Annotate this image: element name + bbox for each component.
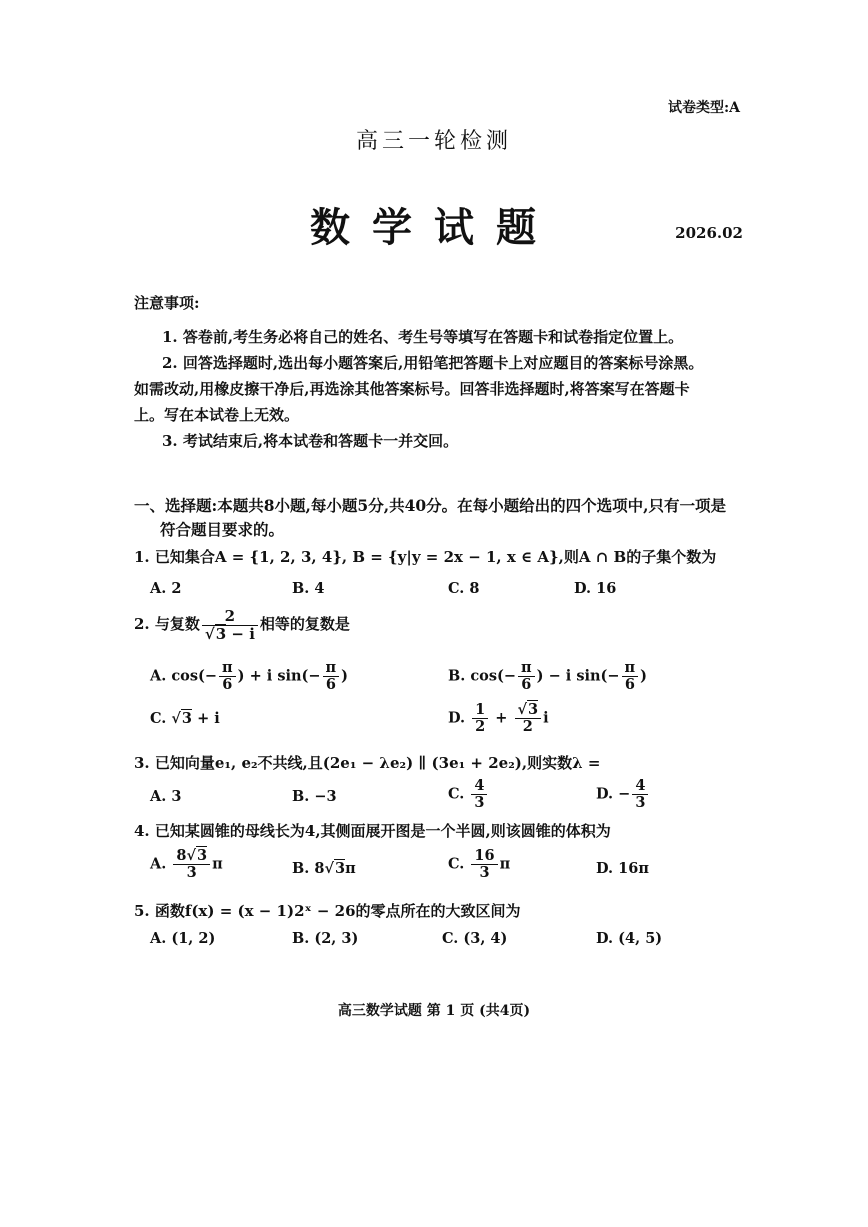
- question-3-text: 3. 已知向量e₁, e₂不共线,且(2e₁ − λe₂) ∥ (3e₁ + 2e₂),则实数λ =: [134, 754, 601, 772]
- question-1-option-c: C. 8: [448, 580, 480, 597]
- section-heading-line-2: 符合题目要求的。: [160, 520, 285, 539]
- option-d-fraction-1: [472, 702, 488, 735]
- option-a-end: π: [212, 855, 223, 873]
- option-d-fraction-2: [515, 702, 542, 735]
- option-d-plus: +: [490, 709, 513, 727]
- option-c-prefix: C.: [150, 710, 172, 727]
- question-5-option-a: A. (1, 2): [150, 930, 216, 947]
- question-5-option-b: B. (2, 3): [292, 930, 359, 947]
- option-a-prefix: A.: [150, 855, 172, 873]
- question-4-option-d: D. 16π: [596, 860, 649, 877]
- question-3-option-c: [448, 778, 489, 811]
- option-c-fraction: [471, 778, 487, 811]
- question-4-option-c: [448, 848, 510, 881]
- option-b-radicand: 3: [334, 860, 346, 877]
- question-3-option-d: [596, 778, 650, 811]
- sqrt-sign: √: [171, 710, 181, 727]
- fraction-denominator: 6: [325, 675, 336, 693]
- exam-subtitle: 高三一轮检测: [355, 129, 512, 154]
- question-2-denominator-tail: − i: [226, 624, 255, 643]
- question-1-text: 1. 已知集合A = {1, 2, 3, 4}, B = {y|y = 2x − 1, x ∈ A},则A ∩ B的子集个数为: [134, 548, 717, 566]
- option-b-middle: ) − i sin(−: [536, 667, 620, 685]
- fraction-numerator: π: [622, 660, 639, 677]
- question-4-option-b: [292, 860, 356, 877]
- sqrt-sign: √: [186, 847, 196, 864]
- note-item-2-line-1: 2. 回答选择题时,选出每小题答案后,用铅笔把答题卡上对应题目的答案标号涂黑。: [162, 354, 704, 372]
- option-b-prefix: B. 8: [292, 860, 325, 877]
- question-2-option-a: [150, 660, 348, 693]
- question-2-fraction: [202, 608, 258, 642]
- fraction-denominator: 3: [186, 863, 197, 881]
- option-c-radicand: 3: [181, 710, 193, 727]
- question-2-prefix: 2. 与复数: [134, 615, 200, 633]
- question-2-text: [134, 608, 350, 642]
- question-5-text: 5. 函数f(x) = (x − 1)2ˣ − 26的零点所在的大致区间为: [134, 902, 521, 920]
- fraction-numerator: 4: [632, 778, 648, 795]
- numerator-coefficient: 8: [176, 847, 187, 864]
- option-b-end: ): [640, 667, 648, 685]
- option-a-radicand: 3: [196, 847, 208, 864]
- option-a-fraction-1: [219, 660, 236, 693]
- note-item-2-line-3: 上。写在本试卷上无效。: [134, 406, 300, 424]
- fraction-denominator: 3: [635, 793, 646, 811]
- note-item-1: 1. 答卷前,考生务必将自己的姓名、考生号等填写在答题卡和试卷指定位置上。: [162, 328, 684, 346]
- option-a-fraction-2: [323, 660, 340, 693]
- option-d-prefix: D.: [448, 709, 471, 727]
- fraction-numerator: 1: [472, 702, 488, 719]
- fraction-denominator: 6: [222, 675, 233, 693]
- question-1-option-d: D. 16: [574, 580, 617, 597]
- question-2-radicand: 3: [215, 624, 227, 643]
- page-footer: 高三数学试题 第 1 页 (共4页): [337, 1003, 531, 1019]
- fraction-denominator: 2: [522, 717, 533, 735]
- option-c-end: + i: [192, 710, 220, 727]
- fraction-denominator: 2: [475, 717, 486, 735]
- option-c-end: π: [499, 855, 511, 873]
- question-2-option-c: [150, 710, 220, 727]
- question-2-option-b: [448, 660, 647, 693]
- sqrt-sign: √: [517, 701, 528, 718]
- fraction-numerator: π: [219, 660, 236, 677]
- option-a-prefix: A. cos(−: [150, 667, 218, 685]
- option-d-fraction: [632, 778, 648, 811]
- option-b-end: π: [345, 860, 356, 877]
- exam-title: 数学试题: [310, 204, 558, 251]
- fraction-numerator: 16: [471, 848, 497, 865]
- question-4-option-a: [150, 848, 223, 881]
- option-d-prefix: D. −: [596, 785, 631, 803]
- option-d-radicand: 3: [528, 701, 539, 718]
- question-4-text: 4. 已知某圆锥的母线长为4,其侧面展开图是一个半圆,则该圆锥的体积为: [134, 822, 611, 840]
- question-2-fraction-numerator: 2: [202, 608, 258, 626]
- fraction-numerator: [515, 702, 542, 719]
- fraction-denominator: 6: [521, 675, 532, 693]
- option-a-fraction: [173, 848, 210, 881]
- exam-date: 2026.02: [675, 224, 743, 242]
- option-a-end: ): [341, 667, 349, 685]
- option-c-prefix: C.: [448, 855, 470, 873]
- option-c-fraction: [471, 848, 497, 881]
- option-d-end: i: [543, 709, 549, 727]
- fraction-numerator: [173, 848, 210, 865]
- question-5-option-c: C. (3, 4): [442, 930, 508, 947]
- paper-type-label: 试卷类型:A: [667, 100, 740, 116]
- question-1-option-a: A. 2: [150, 580, 182, 597]
- option-b-fraction-1: [518, 660, 535, 693]
- option-b-fraction-2: [622, 660, 639, 693]
- question-3-option-a: A. 3: [150, 788, 182, 805]
- notes-heading: 注意事项:: [134, 294, 200, 312]
- fraction-numerator: π: [323, 660, 340, 677]
- sqrt-sign: √: [324, 860, 334, 877]
- fraction-denominator: 6: [624, 675, 635, 693]
- section-heading-line-1: 一、选择题:本题共8小题,每小题5分,共40分。在每小题给出的四个选项中,只有一项是: [134, 496, 727, 515]
- option-a-middle: ) + i sin(−: [237, 667, 321, 685]
- sqrt-sign: √: [204, 624, 215, 643]
- fraction-numerator: π: [518, 660, 535, 677]
- fraction-denominator: 3: [479, 863, 490, 881]
- option-c-prefix: C.: [448, 785, 470, 803]
- note-item-3: 3. 考试结束后,将本试卷和答题卡一并交回。: [162, 432, 459, 450]
- fraction-numerator: 4: [471, 778, 487, 795]
- question-3-option-b: B. −3: [292, 788, 337, 805]
- fraction-denominator: 3: [474, 793, 485, 811]
- question-1-option-b: B. 4: [292, 580, 325, 597]
- question-2-suffix: 相等的复数是: [259, 615, 350, 633]
- note-item-2-line-2: 如需改动,用橡皮擦干净后,再选涂其他答案标号。回答非选择题时,将答案写在答题卡: [134, 380, 690, 398]
- question-5-option-d: D. (4, 5): [596, 930, 663, 947]
- option-b-prefix: B. cos(−: [448, 667, 517, 685]
- question-2-option-d: [448, 702, 549, 735]
